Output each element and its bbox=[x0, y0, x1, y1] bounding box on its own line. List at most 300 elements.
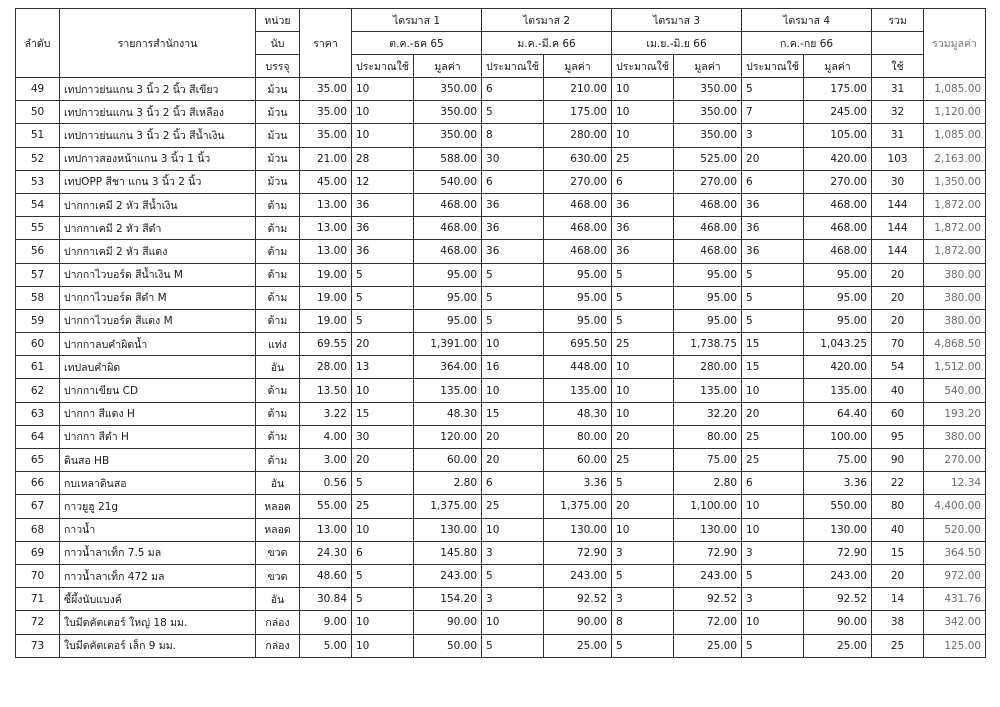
cell-q4-value: 1,043.25 bbox=[804, 333, 872, 356]
cell-q1-qty: 36 bbox=[352, 240, 414, 263]
cell-row-number: 71 bbox=[16, 588, 60, 611]
cell-unit: ด้าม bbox=[256, 425, 300, 448]
cell-q2-qty: 10 bbox=[482, 333, 544, 356]
cell-q4-value: 550.00 bbox=[804, 495, 872, 518]
header-q3-value: มูลค่า bbox=[674, 55, 742, 78]
cell-q3-value: 32.20 bbox=[674, 402, 742, 425]
cell-total-value: 380.00 bbox=[924, 286, 986, 309]
cell-q2-value: 468.00 bbox=[544, 217, 612, 240]
cell-price: 0.56 bbox=[300, 472, 352, 495]
table-row bbox=[16, 449, 986, 472]
cell-q2-qty: 30 bbox=[482, 147, 544, 170]
cell-row-number: 59 bbox=[16, 309, 60, 332]
cell-row-number: 62 bbox=[16, 379, 60, 402]
header-q2-period: ม.ค.-มี.ค 66 bbox=[482, 32, 612, 55]
cell-item-name: กาวน้ำลาเท็ก 472 มล bbox=[60, 564, 256, 587]
cell-q2-qty: 5 bbox=[482, 309, 544, 332]
cell-price: 3.00 bbox=[300, 449, 352, 472]
cell-q1-value: 95.00 bbox=[414, 263, 482, 286]
table-row bbox=[16, 193, 986, 216]
cell-total-qty: 103 bbox=[872, 147, 924, 170]
cell-q4-value: 468.00 bbox=[804, 240, 872, 263]
cell-q4-qty: 10 bbox=[742, 495, 804, 518]
cell-q2-qty: 20 bbox=[482, 449, 544, 472]
cell-q1-qty: 20 bbox=[352, 449, 414, 472]
cell-q3-value: 468.00 bbox=[674, 193, 742, 216]
cell-total-value: 1,085.00 bbox=[924, 78, 986, 101]
cell-q3-qty: 5 bbox=[612, 263, 674, 286]
cell-q3-qty: 20 bbox=[612, 495, 674, 518]
cell-q1-qty: 10 bbox=[352, 518, 414, 541]
header-unit-line3: บรรจุ bbox=[256, 55, 300, 78]
cell-item-name: กาวน้ำลาเท็ก 7.5 มล bbox=[60, 541, 256, 564]
cell-q4-value: 105.00 bbox=[804, 124, 872, 147]
cell-total-value: 4,400.00 bbox=[924, 495, 986, 518]
cell-total-qty: 80 bbox=[872, 495, 924, 518]
table-row bbox=[16, 634, 986, 657]
cell-q3-qty: 36 bbox=[612, 217, 674, 240]
cell-q3-value: 72.00 bbox=[674, 611, 742, 634]
cell-price: 4.00 bbox=[300, 425, 352, 448]
header-q4-value: มูลค่า bbox=[804, 55, 872, 78]
cell-item-name: เทปกาวย่นแกน 3 นิ้ว 2 นิ้ว สีน้ำเงิน bbox=[60, 124, 256, 147]
cell-item-name: กาวน้ำ bbox=[60, 518, 256, 541]
cell-q1-value: 50.00 bbox=[414, 634, 482, 657]
cell-price: 5.00 bbox=[300, 634, 352, 657]
cell-q3-value: 468.00 bbox=[674, 217, 742, 240]
header-seq: ลำดับ bbox=[16, 9, 60, 78]
cell-q3-qty: 25 bbox=[612, 333, 674, 356]
cell-q4-qty: 3 bbox=[742, 124, 804, 147]
cell-price: 9.00 bbox=[300, 611, 352, 634]
supply-table bbox=[15, 8, 986, 658]
cell-q2-value: 135.00 bbox=[544, 379, 612, 402]
header-q2-value: มูลค่า bbox=[544, 55, 612, 78]
cell-row-number: 53 bbox=[16, 170, 60, 193]
cell-q4-qty: 15 bbox=[742, 356, 804, 379]
cell-item-name: ปากกาเคมี 2 หัว สีดำ bbox=[60, 217, 256, 240]
cell-item-name: ใบมีดคัตเตอร์ ใหญ่ 18 มม. bbox=[60, 611, 256, 634]
cell-q1-value: 120.00 bbox=[414, 425, 482, 448]
cell-unit: ด้าม bbox=[256, 193, 300, 216]
cell-q2-qty: 36 bbox=[482, 240, 544, 263]
cell-q1-qty: 10 bbox=[352, 124, 414, 147]
table-row bbox=[16, 611, 986, 634]
cell-row-number: 72 bbox=[16, 611, 60, 634]
cell-unit: หลอด bbox=[256, 495, 300, 518]
cell-unit: ขวด bbox=[256, 541, 300, 564]
cell-q4-qty: 5 bbox=[742, 286, 804, 309]
cell-total-value: 1,350.00 bbox=[924, 170, 986, 193]
cell-price: 55.00 bbox=[300, 495, 352, 518]
cell-q3-value: 350.00 bbox=[674, 101, 742, 124]
cell-q2-value: 95.00 bbox=[544, 263, 612, 286]
cell-q1-qty: 13 bbox=[352, 356, 414, 379]
cell-row-number: 63 bbox=[16, 402, 60, 425]
cell-q2-value: 1,375.00 bbox=[544, 495, 612, 518]
cell-q3-value: 80.00 bbox=[674, 425, 742, 448]
cell-q1-value: 95.00 bbox=[414, 309, 482, 332]
cell-q2-value: 695.50 bbox=[544, 333, 612, 356]
cell-q4-value: 95.00 bbox=[804, 286, 872, 309]
cell-q2-value: 130.00 bbox=[544, 518, 612, 541]
cell-total-qty: 31 bbox=[872, 124, 924, 147]
cell-price: 28.00 bbox=[300, 356, 352, 379]
cell-q4-value: 100.00 bbox=[804, 425, 872, 448]
cell-q1-qty: 36 bbox=[352, 193, 414, 216]
cell-total-value: 342.00 bbox=[924, 611, 986, 634]
cell-q4-value: 90.00 bbox=[804, 611, 872, 634]
cell-q2-qty: 8 bbox=[482, 124, 544, 147]
cell-q4-value: 468.00 bbox=[804, 193, 872, 216]
cell-q4-qty: 7 bbox=[742, 101, 804, 124]
cell-row-number: 49 bbox=[16, 78, 60, 101]
table-row bbox=[16, 425, 986, 448]
table-row bbox=[16, 286, 986, 309]
cell-q2-qty: 3 bbox=[482, 541, 544, 564]
cell-total-value: 1,872.00 bbox=[924, 193, 986, 216]
cell-q2-qty: 36 bbox=[482, 217, 544, 240]
cell-total-qty: 20 bbox=[872, 564, 924, 587]
cell-q1-value: 145.80 bbox=[414, 541, 482, 564]
cell-unit: หลอด bbox=[256, 518, 300, 541]
cell-item-name: ปากกาเขียน CD bbox=[60, 379, 256, 402]
cell-item-name: เทปกาวย่นแกน 3 นิ้ว 2 นิ้ว สีเขียว bbox=[60, 78, 256, 101]
cell-q1-qty: 5 bbox=[352, 588, 414, 611]
cell-q4-value: 25.00 bbox=[804, 634, 872, 657]
cell-q2-qty: 5 bbox=[482, 101, 544, 124]
header-use: ใช้ bbox=[872, 55, 924, 78]
cell-price: 13.00 bbox=[300, 193, 352, 216]
cell-q1-value: 2.80 bbox=[414, 472, 482, 495]
cell-q3-qty: 25 bbox=[612, 449, 674, 472]
cell-q4-value: 95.00 bbox=[804, 309, 872, 332]
cell-q2-qty: 6 bbox=[482, 170, 544, 193]
cell-total-value: 12.34 bbox=[924, 472, 986, 495]
cell-q1-value: 588.00 bbox=[414, 147, 482, 170]
cell-unit: กล่อง bbox=[256, 611, 300, 634]
cell-q2-qty: 5 bbox=[482, 263, 544, 286]
cell-q4-qty: 5 bbox=[742, 634, 804, 657]
cell-total-qty: 20 bbox=[872, 263, 924, 286]
cell-q1-value: 95.00 bbox=[414, 286, 482, 309]
cell-q3-qty: 10 bbox=[612, 379, 674, 402]
cell-q3-value: 72.90 bbox=[674, 541, 742, 564]
table-row bbox=[16, 170, 986, 193]
cell-item-name: ใบมีดคัตเตอร์ เล็ก 9 มม. bbox=[60, 634, 256, 657]
cell-unit: ด้าม bbox=[256, 263, 300, 286]
cell-q1-value: 350.00 bbox=[414, 124, 482, 147]
cell-q3-qty: 6 bbox=[612, 170, 674, 193]
table-row bbox=[16, 541, 986, 564]
header-q1-value: มูลค่า bbox=[414, 55, 482, 78]
cell-item-name: ปากกา สีดำ H bbox=[60, 425, 256, 448]
header-q4-period: ก.ค.-กย 66 bbox=[742, 32, 872, 55]
table-row bbox=[16, 518, 986, 541]
cell-q2-value: 92.52 bbox=[544, 588, 612, 611]
cell-item-name: ซี้ผึ้งนับแบงค์ bbox=[60, 588, 256, 611]
cell-unit: ม้วน bbox=[256, 78, 300, 101]
cell-price: 24.30 bbox=[300, 541, 352, 564]
cell-q2-value: 72.90 bbox=[544, 541, 612, 564]
cell-q2-value: 95.00 bbox=[544, 286, 612, 309]
cell-unit: ม้วน bbox=[256, 170, 300, 193]
cell-total-qty: 38 bbox=[872, 611, 924, 634]
header-q1-period: ต.ค.-ธค 65 bbox=[352, 32, 482, 55]
cell-q4-qty: 25 bbox=[742, 449, 804, 472]
cell-item-name: เทปกาวสองหน้าแกน 3 นิ้ว 1 นิ้ว bbox=[60, 147, 256, 170]
table-body bbox=[16, 78, 986, 658]
table-row bbox=[16, 263, 986, 286]
cell-q2-qty: 20 bbox=[482, 425, 544, 448]
cell-total-qty: 144 bbox=[872, 240, 924, 263]
cell-total-qty: 14 bbox=[872, 588, 924, 611]
cell-q3-qty: 25 bbox=[612, 147, 674, 170]
cell-total-qty: 54 bbox=[872, 356, 924, 379]
cell-q4-qty: 5 bbox=[742, 263, 804, 286]
cell-item-name: ปากกา สีแดง H bbox=[60, 402, 256, 425]
cell-q4-qty: 10 bbox=[742, 379, 804, 402]
cell-q2-qty: 5 bbox=[482, 286, 544, 309]
cell-total-value: 125.00 bbox=[924, 634, 986, 657]
cell-q4-qty: 10 bbox=[742, 518, 804, 541]
cell-q2-qty: 3 bbox=[482, 588, 544, 611]
cell-total-qty: 144 bbox=[872, 193, 924, 216]
cell-q3-qty: 36 bbox=[612, 240, 674, 263]
cell-row-number: 60 bbox=[16, 333, 60, 356]
cell-total-value: 1,512.00 bbox=[924, 356, 986, 379]
cell-row-number: 57 bbox=[16, 263, 60, 286]
cell-unit: ด้าม bbox=[256, 449, 300, 472]
cell-q1-qty: 30 bbox=[352, 425, 414, 448]
cell-q3-value: 95.00 bbox=[674, 286, 742, 309]
cell-unit: ขวด bbox=[256, 564, 300, 587]
table-row bbox=[16, 356, 986, 379]
cell-q1-qty: 12 bbox=[352, 170, 414, 193]
header-q4-qty: ประมาณใช้ bbox=[742, 55, 804, 78]
cell-q1-qty: 5 bbox=[352, 263, 414, 286]
cell-total-qty: 15 bbox=[872, 541, 924, 564]
cell-q3-value: 75.00 bbox=[674, 449, 742, 472]
cell-q2-qty: 36 bbox=[482, 193, 544, 216]
cell-total-value: 380.00 bbox=[924, 309, 986, 332]
cell-q3-value: 270.00 bbox=[674, 170, 742, 193]
cell-q2-qty: 10 bbox=[482, 379, 544, 402]
cell-total-qty: 32 bbox=[872, 101, 924, 124]
cell-total-value: 540.00 bbox=[924, 379, 986, 402]
header-price: ราคา bbox=[300, 9, 352, 78]
cell-price: 30.84 bbox=[300, 588, 352, 611]
cell-q3-qty: 10 bbox=[612, 78, 674, 101]
cell-total-value: 1,120.00 bbox=[924, 101, 986, 124]
cell-q1-value: 540.00 bbox=[414, 170, 482, 193]
cell-q2-value: 210.00 bbox=[544, 78, 612, 101]
cell-q4-value: 95.00 bbox=[804, 263, 872, 286]
cell-q2-value: 80.00 bbox=[544, 425, 612, 448]
cell-total-qty: 31 bbox=[872, 78, 924, 101]
cell-row-number: 51 bbox=[16, 124, 60, 147]
cell-q2-qty: 6 bbox=[482, 472, 544, 495]
header-total-value: รวมมูลค่า bbox=[924, 9, 986, 78]
cell-item-name: ปากกาไวบอร์ด สีดำ M bbox=[60, 286, 256, 309]
cell-q2-value: 60.00 bbox=[544, 449, 612, 472]
cell-q1-qty: 6 bbox=[352, 541, 414, 564]
cell-total-qty: 30 bbox=[872, 170, 924, 193]
cell-q3-qty: 10 bbox=[612, 402, 674, 425]
cell-q3-qty: 5 bbox=[612, 286, 674, 309]
header-total: รวม bbox=[872, 9, 924, 32]
cell-q4-value: 72.90 bbox=[804, 541, 872, 564]
cell-q3-qty: 10 bbox=[612, 101, 674, 124]
cell-q2-value: 630.00 bbox=[544, 147, 612, 170]
cell-row-number: 61 bbox=[16, 356, 60, 379]
cell-q4-qty: 36 bbox=[742, 193, 804, 216]
cell-total-qty: 95 bbox=[872, 425, 924, 448]
header-unit-line1: หน่วย bbox=[256, 9, 300, 32]
table-row bbox=[16, 101, 986, 124]
header-q1-qty: ประมาณใช้ bbox=[352, 55, 414, 78]
cell-q2-qty: 15 bbox=[482, 402, 544, 425]
cell-q2-qty: 10 bbox=[482, 518, 544, 541]
cell-q1-qty: 25 bbox=[352, 495, 414, 518]
cell-q1-value: 1,375.00 bbox=[414, 495, 482, 518]
cell-q3-value: 130.00 bbox=[674, 518, 742, 541]
cell-total-value: 1,085.00 bbox=[924, 124, 986, 147]
cell-item-name: ปากกาลบคำผิดน้ำ bbox=[60, 333, 256, 356]
cell-q2-value: 25.00 bbox=[544, 634, 612, 657]
cell-q3-qty: 5 bbox=[612, 309, 674, 332]
cell-q3-value: 95.00 bbox=[674, 263, 742, 286]
cell-q2-value: 280.00 bbox=[544, 124, 612, 147]
cell-q1-value: 135.00 bbox=[414, 379, 482, 402]
cell-total-value: 270.00 bbox=[924, 449, 986, 472]
cell-row-number: 65 bbox=[16, 449, 60, 472]
cell-unit: อัน bbox=[256, 356, 300, 379]
cell-item-name: ปากกาเคมี 2 หัว สีน้ำเงิน bbox=[60, 193, 256, 216]
cell-total-qty: 20 bbox=[872, 309, 924, 332]
cell-q3-qty: 5 bbox=[612, 564, 674, 587]
cell-price: 69.55 bbox=[300, 333, 352, 356]
cell-q3-qty: 20 bbox=[612, 425, 674, 448]
cell-total-qty: 70 bbox=[872, 333, 924, 356]
cell-q3-qty: 3 bbox=[612, 541, 674, 564]
cell-q2-qty: 6 bbox=[482, 78, 544, 101]
cell-row-number: 70 bbox=[16, 564, 60, 587]
cell-q4-qty: 15 bbox=[742, 333, 804, 356]
cell-price: 35.00 bbox=[300, 101, 352, 124]
cell-q2-value: 270.00 bbox=[544, 170, 612, 193]
cell-q1-value: 130.00 bbox=[414, 518, 482, 541]
cell-row-number: 67 bbox=[16, 495, 60, 518]
cell-q3-value: 2.80 bbox=[674, 472, 742, 495]
cell-row-number: 54 bbox=[16, 193, 60, 216]
cell-q2-value: 468.00 bbox=[544, 240, 612, 263]
cell-q2-value: 468.00 bbox=[544, 193, 612, 216]
cell-q4-value: 130.00 bbox=[804, 518, 872, 541]
cell-q2-value: 448.00 bbox=[544, 356, 612, 379]
table-row bbox=[16, 333, 986, 356]
cell-price: 13.00 bbox=[300, 518, 352, 541]
header-quarter-1: ไตรมาส 1 bbox=[352, 9, 482, 32]
supply-sheet bbox=[15, 8, 986, 658]
cell-q4-value: 243.00 bbox=[804, 564, 872, 587]
cell-q1-value: 154.20 bbox=[414, 588, 482, 611]
cell-q3-value: 350.00 bbox=[674, 124, 742, 147]
cell-total-value: 4,868.50 bbox=[924, 333, 986, 356]
cell-total-qty: 60 bbox=[872, 402, 924, 425]
cell-q1-value: 48.30 bbox=[414, 402, 482, 425]
cell-q2-value: 48.30 bbox=[544, 402, 612, 425]
cell-price: 19.00 bbox=[300, 286, 352, 309]
cell-unit: แท่ง bbox=[256, 333, 300, 356]
cell-unit: ม้วน bbox=[256, 147, 300, 170]
cell-unit: ด้าม bbox=[256, 286, 300, 309]
cell-row-number: 66 bbox=[16, 472, 60, 495]
cell-q4-value: 92.52 bbox=[804, 588, 872, 611]
cell-q1-value: 350.00 bbox=[414, 78, 482, 101]
table-row bbox=[16, 309, 986, 332]
header-quarter-2: ไตรมาส 2 bbox=[482, 9, 612, 32]
cell-total-qty: 90 bbox=[872, 449, 924, 472]
cell-q4-qty: 6 bbox=[742, 472, 804, 495]
cell-q3-qty: 36 bbox=[612, 193, 674, 216]
cell-row-number: 69 bbox=[16, 541, 60, 564]
cell-q3-value: 1,738.75 bbox=[674, 333, 742, 356]
cell-unit: ด้าม bbox=[256, 379, 300, 402]
cell-price: 21.00 bbox=[300, 147, 352, 170]
cell-q2-value: 175.00 bbox=[544, 101, 612, 124]
cell-total-value: 380.00 bbox=[924, 425, 986, 448]
cell-q2-value: 3.36 bbox=[544, 472, 612, 495]
cell-q4-value: 75.00 bbox=[804, 449, 872, 472]
cell-q1-qty: 5 bbox=[352, 286, 414, 309]
table-row bbox=[16, 240, 986, 263]
cell-q3-value: 95.00 bbox=[674, 309, 742, 332]
cell-total-value: 1,872.00 bbox=[924, 217, 986, 240]
cell-q4-value: 270.00 bbox=[804, 170, 872, 193]
cell-q2-qty: 5 bbox=[482, 564, 544, 587]
cell-q2-value: 95.00 bbox=[544, 309, 612, 332]
header-unit-line2: นับ bbox=[256, 32, 300, 55]
table-row bbox=[16, 564, 986, 587]
table-row bbox=[16, 147, 986, 170]
cell-item-name: ปากกาไวบอร์ด สีน้ำเงิน M bbox=[60, 263, 256, 286]
cell-total-value: 2,163.00 bbox=[924, 147, 986, 170]
cell-q4-qty: 20 bbox=[742, 147, 804, 170]
cell-q1-qty: 5 bbox=[352, 564, 414, 587]
cell-q1-value: 350.00 bbox=[414, 101, 482, 124]
cell-item-name: เทปลบคำผิด bbox=[60, 356, 256, 379]
cell-price: 19.00 bbox=[300, 263, 352, 286]
cell-q4-qty: 5 bbox=[742, 564, 804, 587]
cell-q1-qty: 10 bbox=[352, 101, 414, 124]
cell-q3-qty: 5 bbox=[612, 634, 674, 657]
cell-q4-qty: 20 bbox=[742, 402, 804, 425]
header-item: รายการสำนักงาน bbox=[60, 9, 256, 78]
cell-total-qty: 40 bbox=[872, 379, 924, 402]
cell-item-name: เทปกาวย่นแกน 3 นิ้ว 2 นิ้ว สีเหลือง bbox=[60, 101, 256, 124]
cell-unit: ม้วน bbox=[256, 124, 300, 147]
cell-q2-qty: 16 bbox=[482, 356, 544, 379]
cell-unit: ด้าม bbox=[256, 217, 300, 240]
cell-item-name: ปากกาไวบอร์ด สีแดง M bbox=[60, 309, 256, 332]
header-q2-qty: ประมาณใช้ bbox=[482, 55, 544, 78]
cell-q3-qty: 5 bbox=[612, 472, 674, 495]
header-q3-period: เม.ย.-มิ.ย 66 bbox=[612, 32, 742, 55]
table-row bbox=[16, 217, 986, 240]
cell-total-value: 520.00 bbox=[924, 518, 986, 541]
cell-row-number: 68 bbox=[16, 518, 60, 541]
